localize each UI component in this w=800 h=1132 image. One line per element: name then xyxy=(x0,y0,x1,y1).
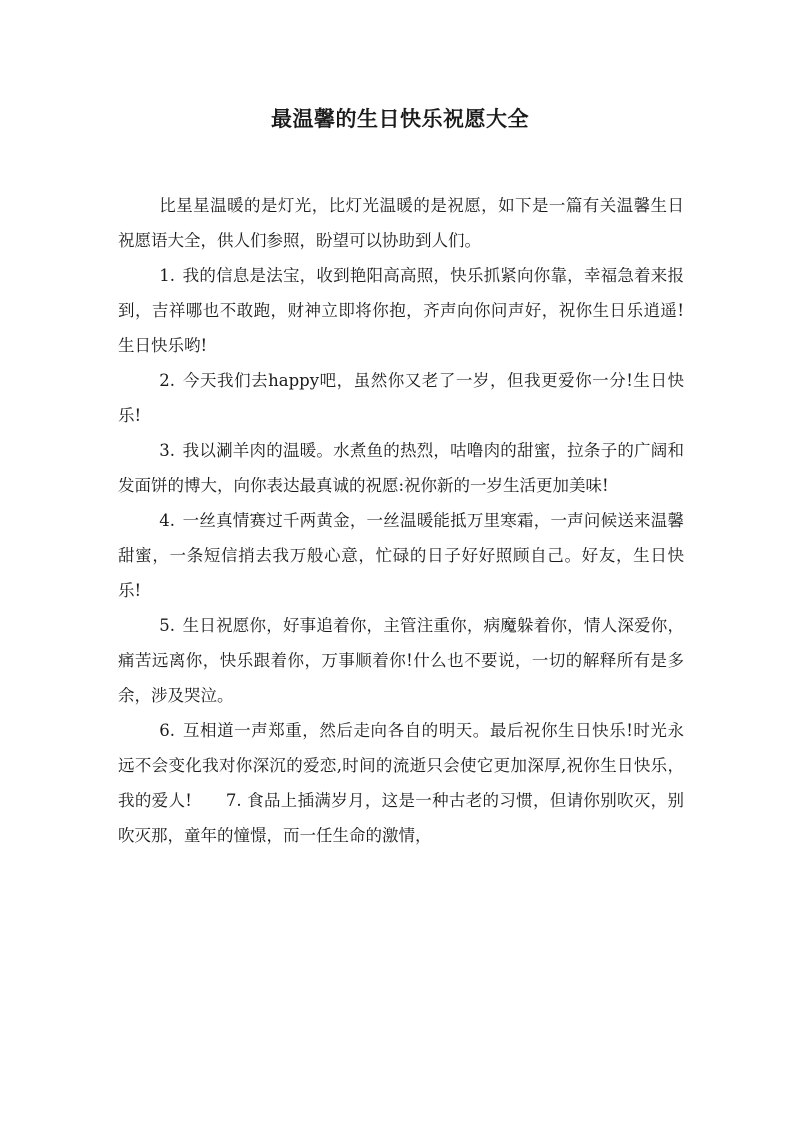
wish-item-number: 4. xyxy=(159,511,175,530)
wish-item xyxy=(118,363,684,433)
wish-item-number: 5. xyxy=(159,616,175,635)
wish-item-number: 3. xyxy=(159,441,175,460)
wish-item-text: 今天我们去happy吧，虽然你又老了一岁，但我更爱你一分!生日快乐! xyxy=(118,371,684,425)
wish-item-number: 6. xyxy=(159,721,175,740)
wish-item-number: 1. xyxy=(159,266,175,285)
wish-item-text: 我的信息是法宝，收到艳阳高高照，快乐抓紧向你靠，幸福急着来报到，吉祥哪也不敢跑，财神立即将你抱，齐声向你问声好，祝你生日乐逍遥!生日快乐哟! xyxy=(118,266,684,355)
intro-paragraph: 比星星温暖的是灯光，比灯光温暖的是祝愿，如下是一篇有关温馨生日祝愿语大全，供人们参照，盼望可以协助到人们。 xyxy=(118,196,684,250)
wish-item xyxy=(118,433,684,503)
wish-item-number: 2. xyxy=(159,371,175,390)
wish-item-text: 互相道一声郑重，然后走向各自的明天。最后祝你生日快乐!时光永远不会变化我对你深沉的爱恋,时间的流逝只会使它更加深厚,祝你生日快乐，我的爱人! 7. 食品上插满岁月，这是一种古老的习惯，但请你别吹灭，别吹灭那，童年的憧憬，而一任生命的激情， xyxy=(118,721,684,845)
document-title: 最温馨的生日快乐祝愿大全 xyxy=(271,106,529,131)
wish-item-text: 一丝真情赛过千两黄金，一丝温暖能抵万里寒霜，一声问候送来温馨甜蜜，一条短信捎去我万般心意，忙碌的日子好好照顾自己。好友，生日快乐! xyxy=(118,511,684,600)
wish-item xyxy=(118,713,684,853)
wish-item xyxy=(118,608,684,713)
wish-item-text: 我以涮羊肉的温暖。水煮鱼的热烈，咕噜肉的甜蜜，拉条子的广阔和发面饼的博大，向你表达最真诚的祝愿:祝你新的一岁生活更加美味! xyxy=(118,441,684,495)
document-body xyxy=(118,188,684,853)
wish-item-text: 生日祝愿你，好事追着你，主管注重你，病魔躲着你，情人深爱你，痛苦远离你，快乐跟着你，万事顺着你!什么也不要说，一切的解释所有是多余，涉及哭泣。 xyxy=(118,616,684,705)
wish-item xyxy=(118,258,684,363)
wish-item xyxy=(118,503,684,608)
